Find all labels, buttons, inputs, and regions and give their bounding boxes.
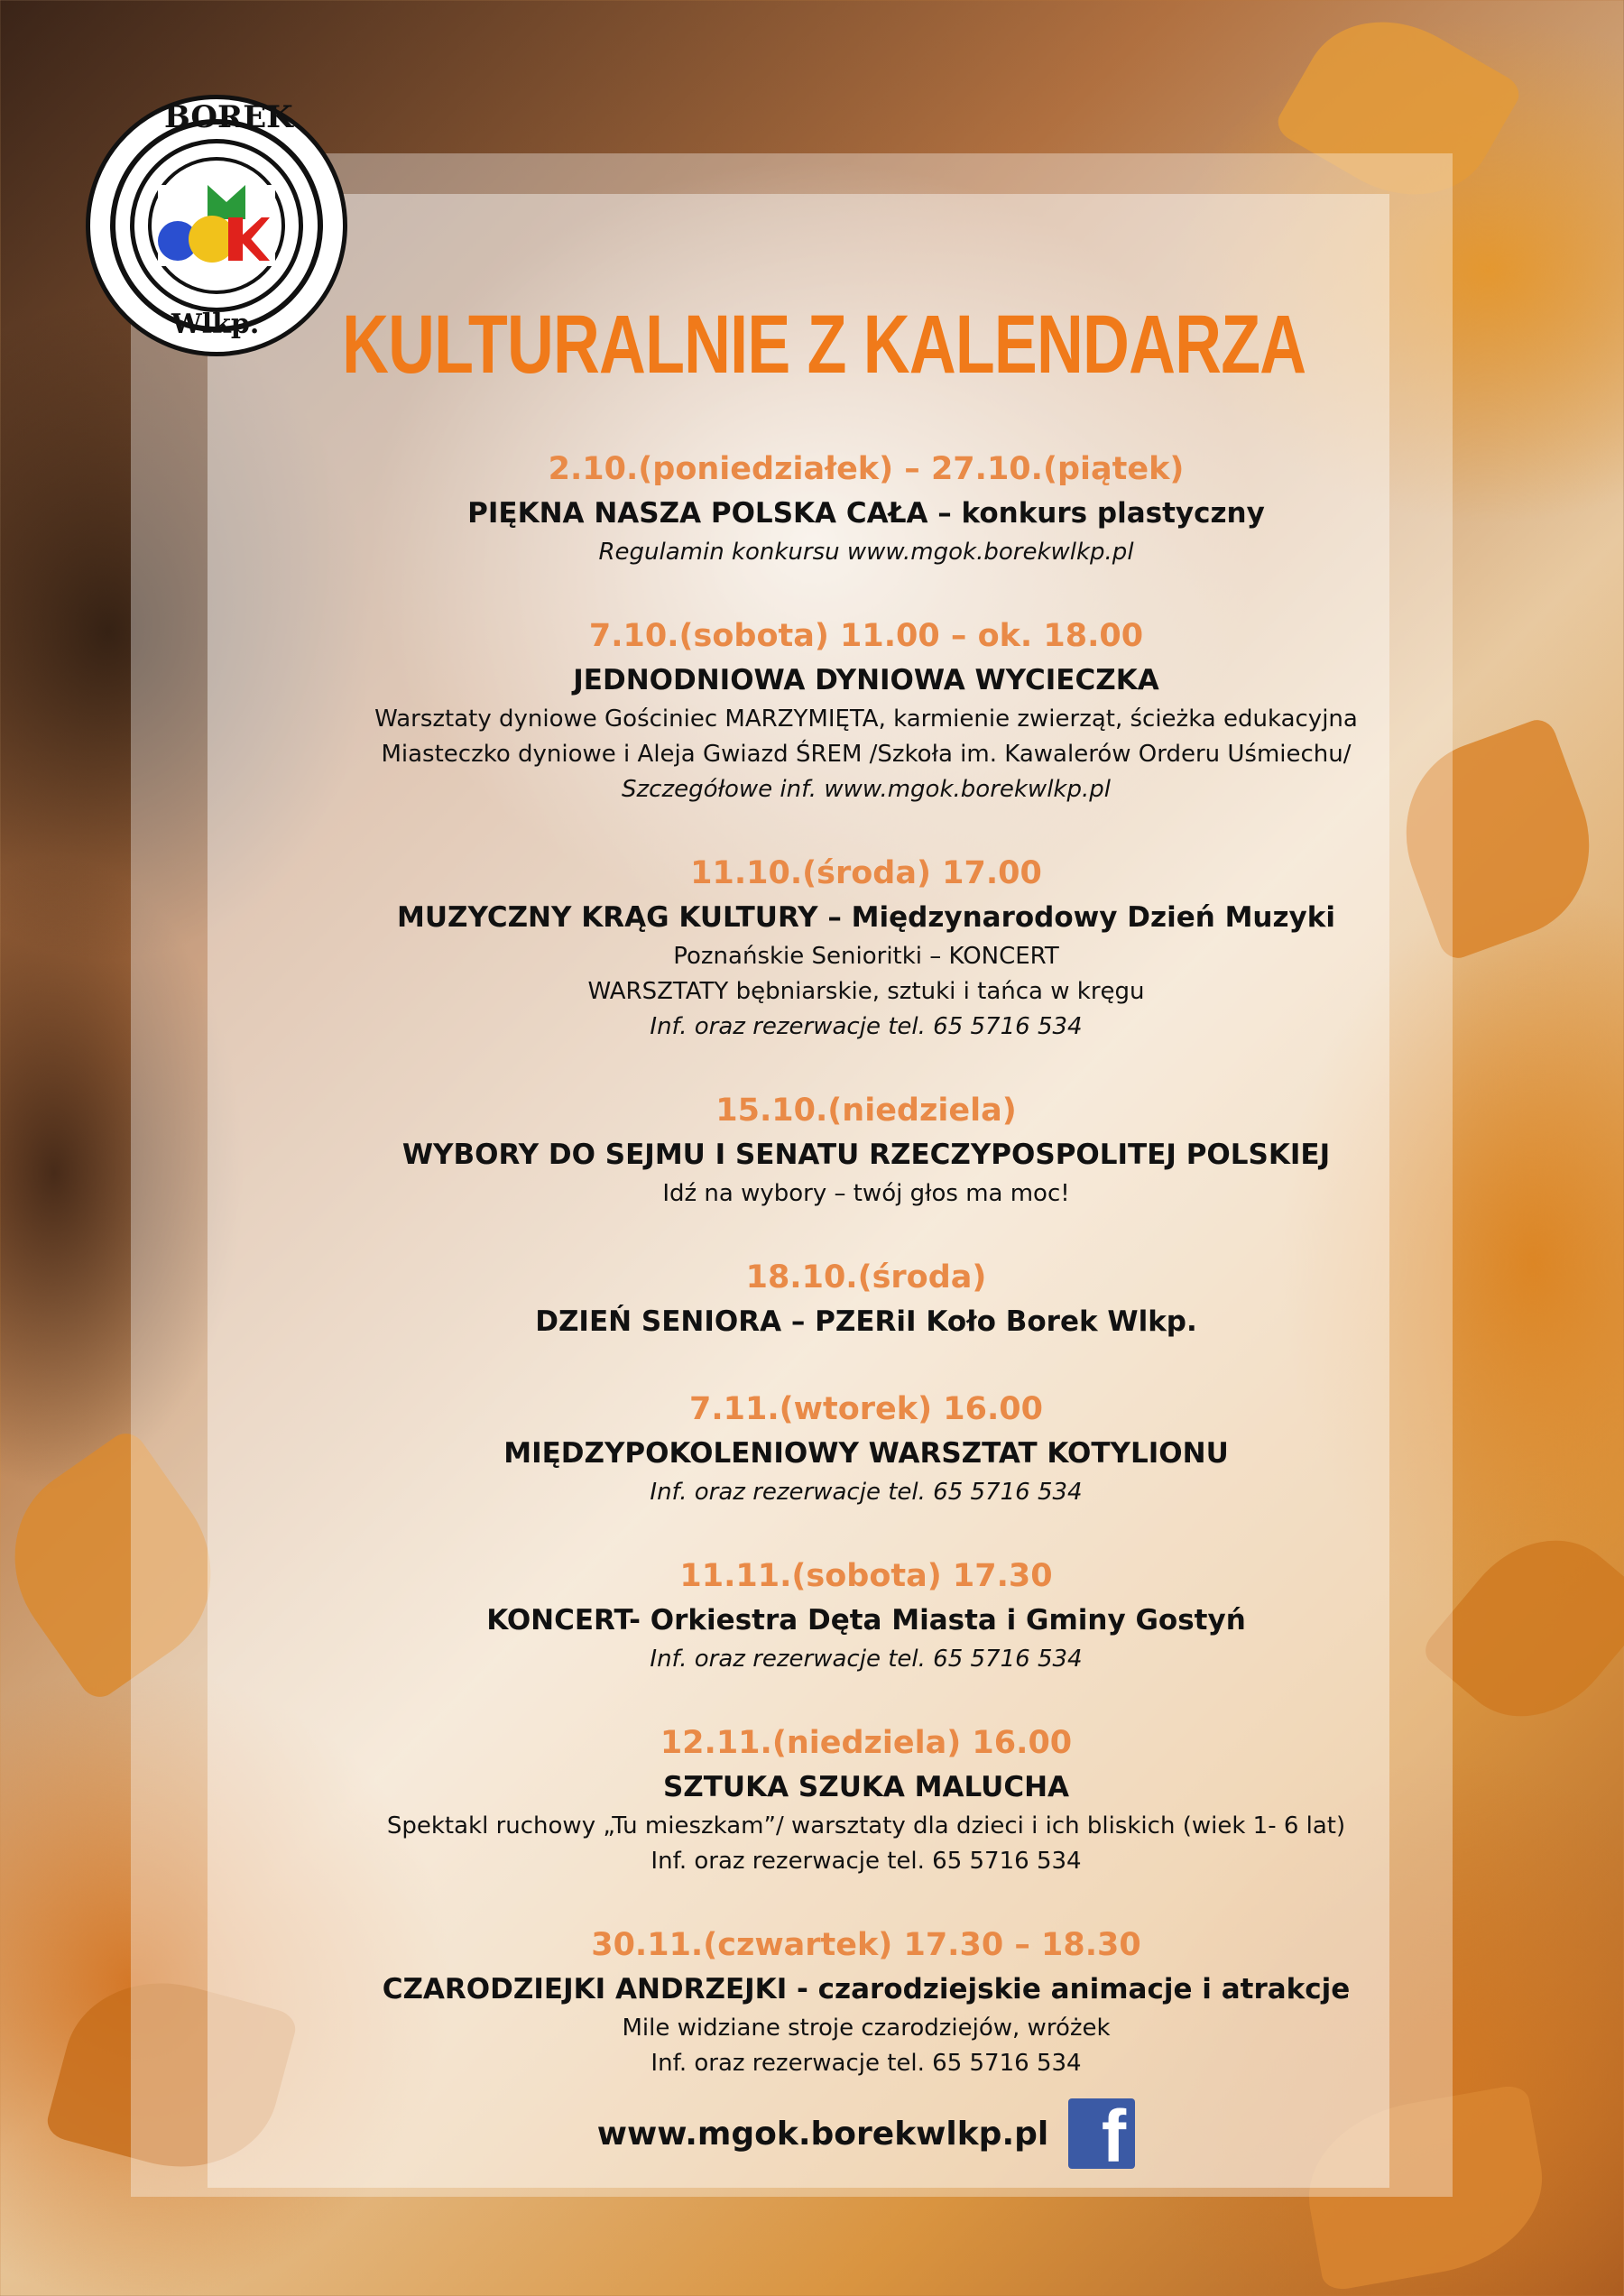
- event-detail: Poznańskie Senioritki – KONCERT: [673, 943, 1059, 970]
- event-title: CZARODZIEJKI ANDRZEJKI - czarodziejskie animacje i atrakcje: [382, 1973, 1351, 2006]
- event-detail: Inf. oraz rezerwacje tel. 65 5716 534: [650, 1646, 1083, 1673]
- event-item: [0, 851, 1624, 1045]
- event-detail: Warsztaty dyniowe Gościniec MARZYMIĘTA, karmienie zwierząt, ścieżka edukacyjna: [374, 705, 1358, 733]
- event-title: SZTUKA SZUKA MALUCHA: [662, 1771, 1070, 1803]
- event-detail: Inf. oraz rezerwacje tel. 65 5716 534: [651, 1848, 1082, 1875]
- event-item: [0, 1088, 1624, 1212]
- event-item: [0, 447, 1624, 570]
- event-detail: Szczegółowe inf. www.mgok.borekwlkp.pl: [622, 776, 1111, 803]
- event-date: 15.10.(niedziela): [715, 1093, 1017, 1129]
- event-date: 12.11.(niedziela) 16.00: [660, 1725, 1073, 1761]
- event-detail: WARSZTATY bębniarskie, sztuki i tańca w kręgu: [587, 978, 1145, 1005]
- event-title: MUZYCZNY KRĄG KULTURY – Międzynarodowy Dzień Muzyki: [396, 901, 1335, 934]
- event-date: 7.11.(wtorek) 16.00: [689, 1391, 1043, 1427]
- event-date: 7.10.(sobota) 11.00 – ok. 18.00: [588, 618, 1144, 654]
- logo-top-text: BOREK: [164, 99, 293, 135]
- event-date: 11.10.(środa) 17.00: [690, 855, 1042, 891]
- logo-k-shape: [228, 217, 270, 261]
- logo-mark: [158, 185, 275, 266]
- event-date: 18.10.(środa): [745, 1259, 987, 1296]
- page-title: KULTURALNIE Z KALENDARZA: [342, 299, 1306, 391]
- event-title: DZIEŃ SENIORA – PZERiI Koło Borek Wlkp.: [535, 1305, 1197, 1338]
- event-item: [0, 1255, 1624, 1343]
- logo-bottom-text: Wlkp.: [171, 309, 260, 340]
- event-detail: Idź na wybory – twój głos ma moc!: [662, 1180, 1070, 1207]
- website-link[interactable]: www.mgok.borekwlkp.pl: [596, 2115, 1049, 2153]
- facebook-icon[interactable]: [1068, 2096, 1135, 2178]
- event-detail: Spektakl ruchowy „Tu mieszkam”/ warsztaty dla dzieci i ich bliskich (wiek 1- 6 lat): [386, 1812, 1346, 1840]
- event-item: [0, 1554, 1624, 1677]
- event-list: [0, 447, 1624, 2125]
- event-title: KONCERT- Orkiestra Dęta Miasta i Gminy Gostyń: [486, 1604, 1246, 1637]
- footer: [0, 2096, 1624, 2178]
- event-detail: Inf. oraz rezerwacje tel. 65 5716 534: [650, 1479, 1083, 1506]
- event-detail: Miasteczko dyniowe i Aleja Gwiazd ŚREM /Szkoła im. Kawalerów Orderu Uśmiechu/: [381, 741, 1352, 768]
- event-detail: Mile widziane stroje czarodziejów, wróżek: [622, 2015, 1111, 2042]
- event-title: WYBORY DO SEJMU I SENATU RZECZYPOSPOLITEJ POLSKIEJ: [401, 1139, 1331, 1171]
- event-detail: Regulamin konkursu www.mgok.borekwlkp.pl: [598, 539, 1134, 566]
- event-date: 30.11.(czwartek) 17.30 – 18.30: [591, 1927, 1141, 1963]
- event-date: 11.11.(sobota) 17.30: [679, 1558, 1053, 1594]
- facebook-glyph: f: [1101, 2096, 1127, 2178]
- event-title: MIĘDZYPOKOLENIOWY WARSZTAT KOTYLIONU: [503, 1437, 1229, 1470]
- event-item: [0, 1387, 1624, 1510]
- event-title: PIĘKNA NASZA POLSKA CAŁA – konkurs plastyczny: [467, 497, 1265, 530]
- event-detail: Inf. oraz rezerwacje tel. 65 5716 534: [650, 1013, 1083, 1040]
- event-date: 2.10.(poniedziałek) – 27.10.(piątek): [548, 451, 1185, 487]
- event-detail: Inf. oraz rezerwacje tel. 65 5716 534: [651, 2050, 1082, 2077]
- event-item: [0, 1720, 1624, 1879]
- event-title: JEDNODNIOWA DYNIOWA WYCIECZKA: [573, 664, 1159, 696]
- event-item: [0, 613, 1624, 807]
- logo-m-shape: [208, 185, 245, 219]
- event-item: [0, 1923, 1624, 2081]
